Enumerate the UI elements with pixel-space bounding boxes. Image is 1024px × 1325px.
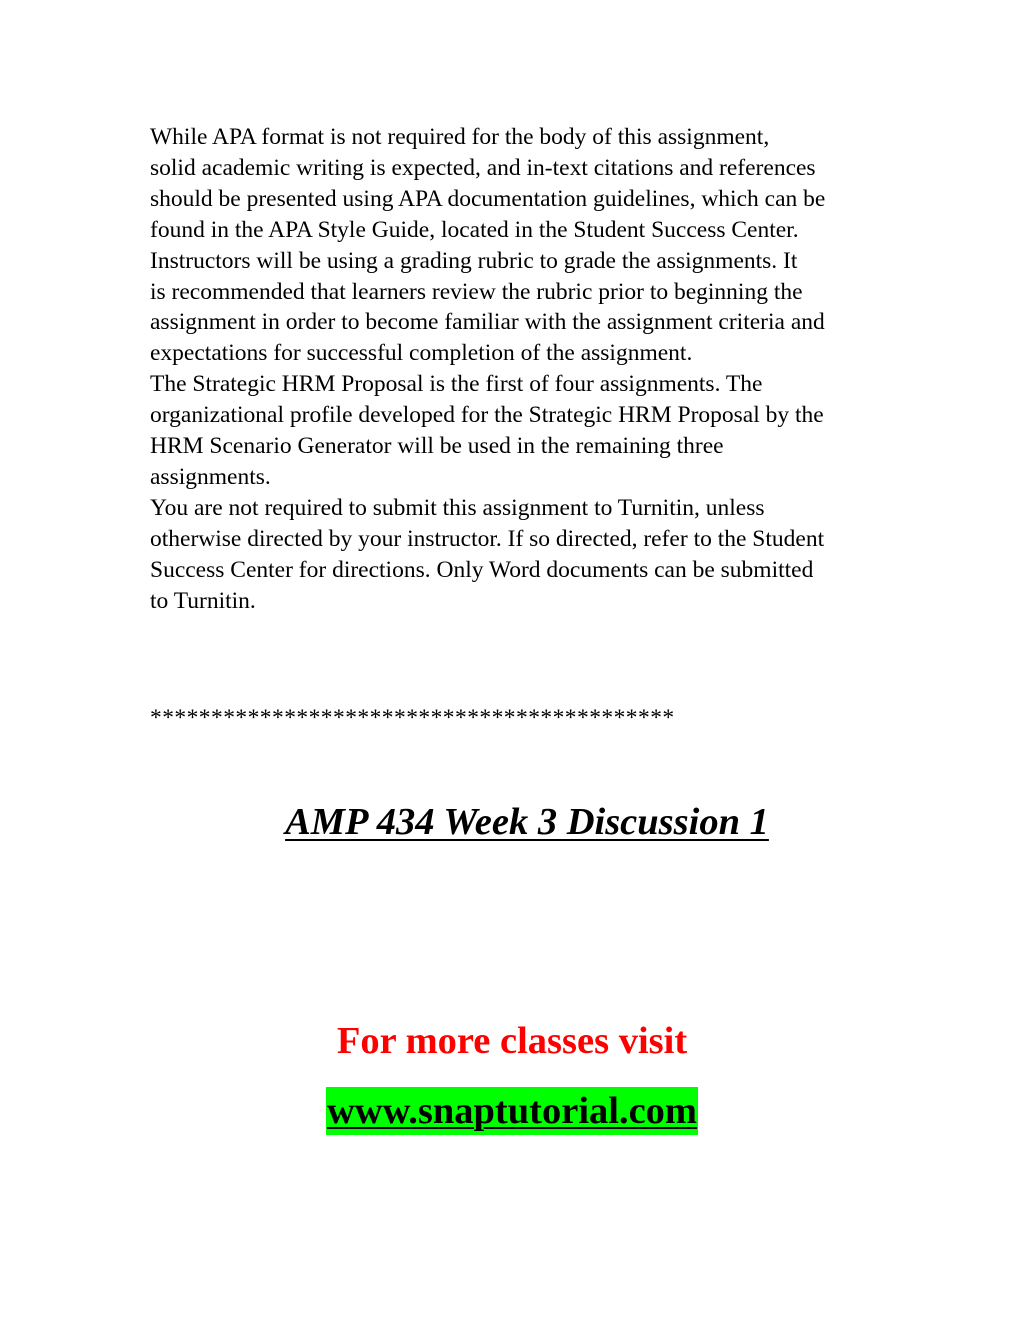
page-title xyxy=(0,797,1024,847)
paragraph-line: While APA format is not required for the body of this assignment, xyxy=(150,124,770,150)
asterisk-separator: ******************************************* xyxy=(150,705,675,731)
paragraph-apa-format xyxy=(121,122,911,246)
paragraph-line: assignments. xyxy=(150,463,271,490)
paragraph-line: should be presented using APA documentation guidelines, which can be xyxy=(150,185,826,212)
body-text xyxy=(121,122,911,617)
promo-link-container xyxy=(0,1087,1024,1135)
paragraph-line: found in the APA Style Guide, located in the Student Success Center. xyxy=(150,216,799,243)
paragraph-line: assignment in order to become familiar with the assignment criteria and xyxy=(150,309,825,336)
paragraph-grading-rubric xyxy=(121,246,911,370)
paragraph-line: solid academic writing is expected, and in-text citations and references xyxy=(150,154,816,181)
paragraph-line: Instructors will be using a grading rubric to grade the assignments. It xyxy=(150,247,798,274)
paragraph-line: is recommended that learners review the rubric prior to beginning the xyxy=(150,278,803,305)
website-link[interactable]: www.snaptutorial.com xyxy=(326,1087,698,1135)
paragraph-strategic-hrm xyxy=(121,369,911,493)
paragraph-line: The Strategic HRM Proposal is the first of four assignments. The xyxy=(150,371,763,398)
paragraph-turnitin xyxy=(121,493,911,617)
paragraph-line: otherwise directed by your instructor. If so directed, refer to the Student xyxy=(150,525,825,552)
promo-text: For more classes visit xyxy=(336,1020,688,1062)
paragraph-line: to Turnitin. xyxy=(150,587,256,614)
paragraph-line: expectations for successful completion of the assignment. xyxy=(150,340,693,367)
page-title-text: AMP 434 Week 3 Discussion 1 xyxy=(285,801,769,843)
paragraph-line: HRM Scenario Generator will be used in the remaining three xyxy=(150,433,724,460)
paragraph-line: organizational profile developed for the Strategic HRM Proposal by the xyxy=(150,402,824,429)
paragraph-line: You are not required to submit this assignment to Turnitin, unless xyxy=(150,494,765,521)
paragraph-line: Success Center for directions. Only Word documents can be submitted xyxy=(150,556,814,583)
